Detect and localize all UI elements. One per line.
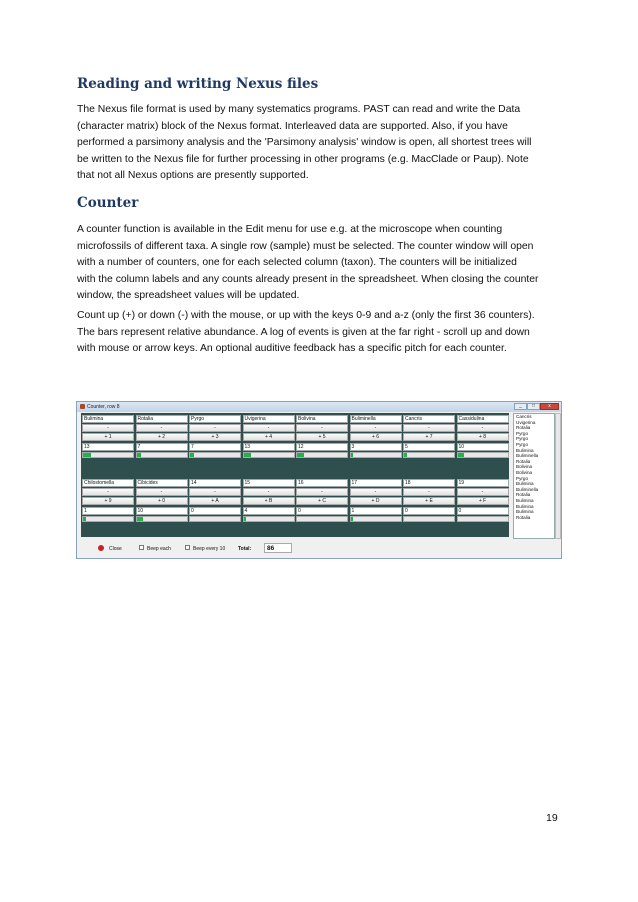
decrement-button[interactable]: - [189, 488, 241, 496]
counter-value: 13 [243, 443, 295, 451]
counter-cell [403, 479, 455, 535]
abundance-bar [350, 452, 402, 458]
abundance-bar [82, 452, 134, 458]
counter-value: 13 [82, 443, 134, 451]
text-line: (character matrix) block of the Nexus format. Interleaved data are supported. Also, if you have [77, 120, 508, 132]
counter-value: 3 [350, 443, 402, 451]
page-number: 19 [546, 812, 558, 824]
abundance-bar [189, 452, 241, 458]
counter-value: 4 [243, 507, 295, 515]
increment-button[interactable]: + 6 [350, 433, 402, 441]
window-close-button[interactable]: x [540, 403, 559, 410]
log-scrollbar[interactable] [555, 413, 561, 539]
section-heading-counter: Counter [77, 195, 139, 211]
increment-button[interactable]: + E [403, 497, 455, 505]
log-entry[interactable]: Pyrgo [516, 441, 529, 447]
text-line: with mouse or arrow keys. An optional auditive feedback has a specific pitch for each counter. [77, 343, 507, 354]
log-entry[interactable]: Bulimina [516, 503, 534, 509]
counter-cell [189, 415, 241, 471]
counter-cell [243, 415, 295, 471]
log-entry[interactable]: Bolivina [516, 469, 533, 475]
counter-window-screenshot [76, 401, 562, 559]
maximize-button[interactable]: □ [527, 403, 540, 410]
beep-each-label: Beep each [147, 546, 171, 552]
event-log-list[interactable] [513, 413, 555, 539]
minimize-button[interactable]: _ [514, 403, 527, 410]
increment-button[interactable]: + 8 [457, 433, 509, 441]
counter-label: Rotalia [136, 415, 188, 423]
counter-value: 5 [403, 443, 455, 451]
abundance-bar-fill [137, 453, 141, 457]
counter-cell [136, 479, 188, 535]
log-entry[interactable]: Bolivina [516, 464, 533, 470]
counter-label: 14 [189, 479, 241, 487]
counter-value: 7 [189, 443, 241, 451]
counter-paragraph-2 [77, 308, 569, 358]
beep-every-10-checkbox[interactable] [185, 545, 190, 550]
text-line: Count up (+) or down (-) with the mouse, or up with the keys 0-9 and a-z (only the first 36 counters). [77, 310, 535, 321]
log-entry[interactable]: Pyrgo [516, 436, 529, 442]
abundance-bar-fill [244, 517, 247, 521]
decrement-button[interactable]: - [136, 424, 188, 432]
counter-cell [350, 479, 402, 535]
log-entry[interactable]: Rotalia [516, 514, 531, 520]
abundance-bar [350, 516, 402, 522]
increment-button[interactable]: + B [243, 497, 295, 505]
decrement-button[interactable]: - [243, 488, 295, 496]
increment-button[interactable]: + 5 [296, 433, 348, 441]
text-line: A counter function is available in the Edit menu for use e.g. at the microscope when counting [77, 224, 503, 235]
close-icon[interactable] [98, 545, 104, 551]
abundance-bar-fill [351, 453, 354, 457]
app-icon [80, 404, 85, 409]
text-line: that not all Nexus options are presently supported. [77, 170, 309, 181]
abundance-bar [296, 452, 348, 458]
counter-cell [296, 479, 348, 535]
abundance-bar [82, 516, 134, 522]
text-line: The bars represent relative abundance. A log of events is given at the far right - scroll up and down [77, 326, 530, 338]
counter-label: Buliminella [350, 415, 402, 423]
increment-button[interactable]: + 3 [189, 433, 241, 441]
log-entry[interactable]: Rotalia [516, 458, 531, 464]
counter-label: Cancris [403, 415, 455, 423]
counter-label: Pyrgo [189, 415, 241, 423]
abundance-bar-fill [190, 453, 194, 457]
nexus-paragraph [77, 102, 569, 185]
counter-value: 0 [457, 507, 509, 515]
counter-value: 0 [403, 507, 455, 515]
decrement-button[interactable]: - [403, 488, 455, 496]
log-entry[interactable]: Uvigerina [516, 419, 536, 425]
abundance-bar-fill [137, 517, 143, 521]
log-entry[interactable]: Bulimina [516, 509, 534, 515]
increment-button[interactable]: + A [189, 497, 241, 505]
counter-paragraph-1 [77, 222, 569, 305]
abundance-bar [243, 452, 295, 458]
beep-each-checkbox[interactable] [139, 545, 144, 550]
counter-label: 16 [296, 479, 348, 487]
increment-button[interactable]: + 2 [136, 433, 188, 441]
counter-value: 1 [82, 507, 134, 515]
counter-cell [243, 479, 295, 535]
total-value: 86 [264, 543, 292, 553]
counter-cell [403, 415, 455, 471]
decrement-button[interactable]: - [136, 488, 188, 496]
log-entry[interactable]: Rotalia [516, 425, 531, 431]
counter-cell [296, 415, 348, 471]
window-title: Counter, row 8 [87, 404, 120, 410]
decrement-button[interactable]: - [457, 488, 509, 496]
log-entry[interactable]: Cancris [516, 414, 532, 419]
text-line: The Nexus file format is used by many systematics programs. PAST can read and write the Data [77, 104, 521, 115]
counter-label: 19 [457, 479, 509, 487]
decrement-button[interactable]: - [457, 424, 509, 432]
counter-label: Cibicides [136, 479, 188, 487]
bottom-bar [77, 539, 561, 558]
text-line: with a number of counters, one for each selected column (taxon). The counters will be initialized [77, 257, 517, 268]
abundance-bar [457, 516, 509, 522]
text-line: with the column labels and any counts already present in the spreadsheet. When closing the counter [77, 273, 539, 285]
counter-cell [457, 415, 509, 471]
beep-every-10-label: Beep every 10 [193, 546, 226, 552]
counter-cell [350, 415, 402, 471]
increment-button[interactable]: + 4 [243, 433, 295, 441]
abundance-bar [243, 516, 295, 522]
abundance-bar [136, 452, 188, 458]
log-entry[interactable]: Buliminella [516, 486, 539, 492]
log-entry[interactable]: Buliminella [516, 453, 539, 459]
counter-label: Cassidulina [457, 415, 509, 423]
log-entry[interactable]: Bulimina [516, 481, 534, 487]
counter-cell [82, 415, 134, 471]
abundance-bar-fill [458, 453, 464, 457]
increment-button[interactable]: + 1 [82, 433, 134, 441]
counter-cell [82, 479, 134, 535]
decrement-button[interactable]: - [243, 424, 295, 432]
counter-cell [189, 479, 241, 535]
text-line: microfossils of different taxa. A single row (sample) must be selected. The counter window will open [77, 240, 534, 252]
abundance-bar [296, 516, 348, 522]
decrement-button[interactable]: - [82, 424, 134, 432]
abundance-bar-fill [244, 453, 252, 457]
counter-label: Bulimina [82, 415, 134, 423]
counter-value: 10 [136, 507, 188, 515]
counter-label: Uvigerina [243, 415, 295, 423]
abundance-bar-fill [351, 517, 354, 521]
counter-cell [136, 415, 188, 471]
section-heading-nexus: Reading and writing Nexus files [77, 76, 319, 92]
counter-value: 10 [457, 443, 509, 451]
counter-label: Bolivina [296, 415, 348, 423]
counter-label: 17 [350, 479, 402, 487]
decrement-button[interactable]: - [189, 424, 241, 432]
abundance-bar-fill [83, 517, 86, 521]
increment-button[interactable]: + C [296, 497, 348, 505]
window-titlebar [77, 402, 561, 412]
abundance-bar [457, 452, 509, 458]
text-line: be written to the Nexus file for further processing in other programs (e.g. MacClade or Paup). Note [77, 153, 529, 165]
counter-value: 12 [296, 443, 348, 451]
increment-button[interactable]: + 0 [136, 497, 188, 505]
increment-button[interactable]: + F [457, 497, 509, 505]
increment-button[interactable]: + 7 [403, 433, 455, 441]
counter-value: 0 [189, 507, 241, 515]
abundance-bar [136, 516, 188, 522]
counter-label: Chilostomella [82, 479, 134, 487]
text-line: window, the spreadsheet values will be updated. [77, 290, 300, 301]
counter-cell [457, 479, 509, 535]
log-entry[interactable]: Pyrgo [516, 475, 529, 481]
abundance-bar-fill [83, 453, 91, 457]
counter-grid [81, 413, 509, 537]
abundance-bar [189, 516, 241, 522]
increment-button[interactable]: + 9 [82, 497, 134, 505]
decrement-button[interactable]: - [296, 424, 348, 432]
counter-value: 1 [350, 507, 402, 515]
decrement-button[interactable]: - [403, 424, 455, 432]
log-entry[interactable]: Bulimina [516, 447, 534, 453]
decrement-button[interactable]: - [82, 488, 134, 496]
decrement-button[interactable]: - [296, 488, 348, 496]
abundance-bar [403, 452, 455, 458]
counter-label: 15 [243, 479, 295, 487]
log-entry[interactable]: Bulimina [516, 497, 534, 503]
abundance-bar-fill [404, 453, 407, 457]
log-entry[interactable]: Rotalia [516, 492, 531, 498]
counter-label: 18 [403, 479, 455, 487]
counter-value: 7 [136, 443, 188, 451]
close-button-label[interactable]: Close [109, 546, 122, 552]
abundance-bar-fill [297, 453, 304, 457]
log-entry[interactable]: Pyrgo [516, 430, 529, 436]
abundance-bar [403, 516, 455, 522]
decrement-button[interactable]: - [350, 488, 402, 496]
counter-value: 0 [296, 507, 348, 515]
total-label: Total: [238, 546, 252, 552]
increment-button[interactable]: + D [350, 497, 402, 505]
decrement-button[interactable]: - [350, 424, 402, 432]
text-line: performed a parsimony analysis and the 'Parsimony analysis' window is open, all shortest trees will [77, 137, 532, 148]
